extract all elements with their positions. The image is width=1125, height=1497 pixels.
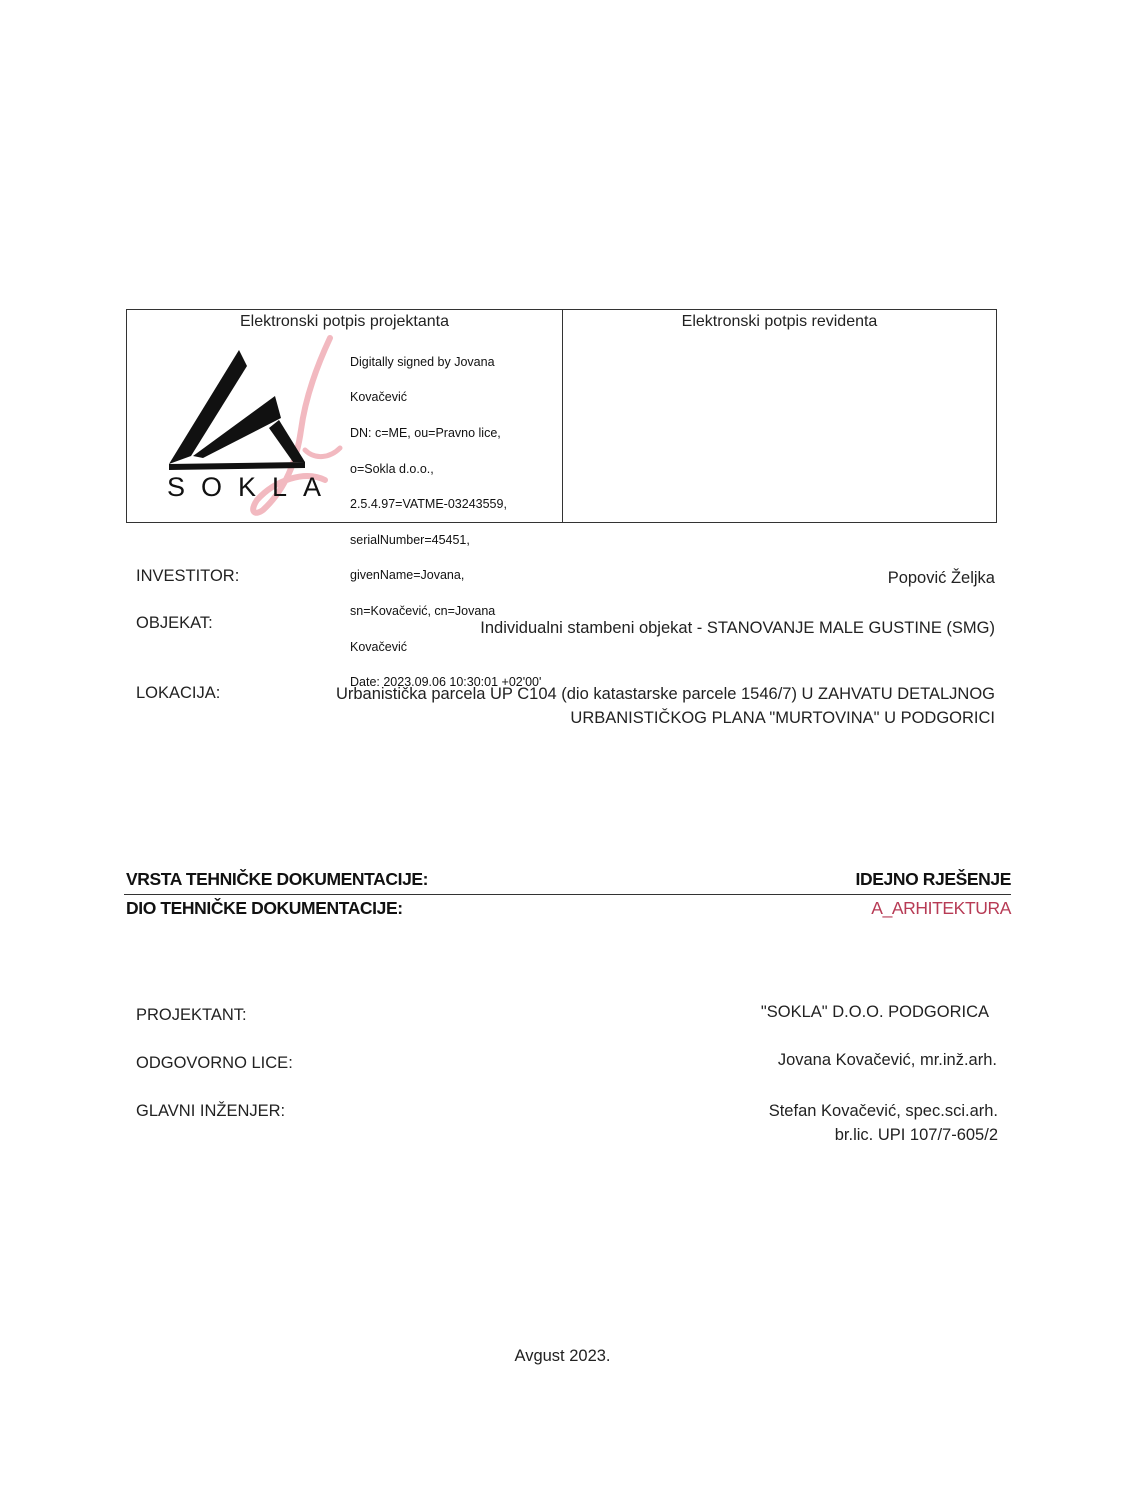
digital-signature-details <box>350 336 560 710</box>
divider-line <box>124 894 1011 895</box>
lokacija-line: URBANISTIČKOG PLANA "MURTOVINA" U PODGORICI <box>570 709 995 727</box>
dio-value: A_ARHITEKTURA <box>871 898 1011 918</box>
glavni-inzenjer-value <box>769 1099 998 1147</box>
lokacija-line: Urbanistička parcela UP C104 (dio katastarske parcele 1546/7) U ZAHVATU DETALJNOG <box>335 685 995 703</box>
investitor-value: Popović Željka <box>887 569 995 587</box>
projektant-value: "SOKLA" D.O.O. PODGORICA <box>760 1003 989 1021</box>
investitor-label: INVESTITOR: <box>136 567 240 585</box>
reviewer-signature-cell <box>563 310 996 522</box>
signature-line: sn=Kovačević, cn=Jovana <box>350 603 496 618</box>
dio-label: DIO TEHNIČKE DOKUMENTACIJE: <box>126 898 403 918</box>
signature-line: o=Sokla d.o.o., <box>350 461 434 476</box>
odgovorno-lice-label: ODGOVORNO LICE: <box>136 1054 293 1072</box>
vrsta-label: VRSTA TEHNIČKE DOKUMENTACIJE: <box>126 869 429 889</box>
glavni-inzenjer-line: Stefan Kovačević, spec.sci.arh. <box>768 1102 998 1120</box>
signature-line: Digitally signed by Jovana <box>350 354 495 369</box>
vrsta-value: IDEJNO RJEŠENJE <box>855 869 1011 889</box>
objekat-label: OBJEKAT: <box>136 614 213 632</box>
signature-line: Kovačević <box>350 639 407 654</box>
signature-line: Kovačević <box>350 390 407 405</box>
signature-line: givenName=Jovana, <box>350 568 465 583</box>
glavni-inzenjer-line: br.lic. UPI 107/7-605/2 <box>834 1126 998 1144</box>
lokacija-label: LOKACIJA: <box>136 684 221 702</box>
sokla-logo-icon <box>163 346 338 506</box>
signature-line: DN: c=ME, ou=Pravno lice, <box>350 425 501 440</box>
glavni-inzenjer-label: GLAVNI INŽENJER: <box>136 1102 286 1120</box>
signature-line: serialNumber=45451, <box>350 532 470 547</box>
lokacija-value <box>336 682 995 730</box>
objekat-value: Individualni stambeni objekat - STANOVANJE MALE GUSTINE (SMG) <box>480 619 995 637</box>
projektant-label: PROJEKTANT: <box>136 1006 247 1024</box>
document-date: Avgust 2023. <box>514 1347 611 1365</box>
odgovorno-lice-value: Jovana Kovačević, mr.inž.arh. <box>777 1051 997 1069</box>
reviewer-signature-title: Elektronski potpis revidenta <box>681 313 878 330</box>
designer-signature-title: Elektronski potpis projektanta <box>240 313 449 330</box>
signature-line: 2.5.4.97=VATME-03243559, <box>350 497 507 512</box>
signature-line: Date: 2023.09.06 10:30:01 +02'00' <box>350 675 542 690</box>
logo-text: SOKLA <box>167 472 338 502</box>
